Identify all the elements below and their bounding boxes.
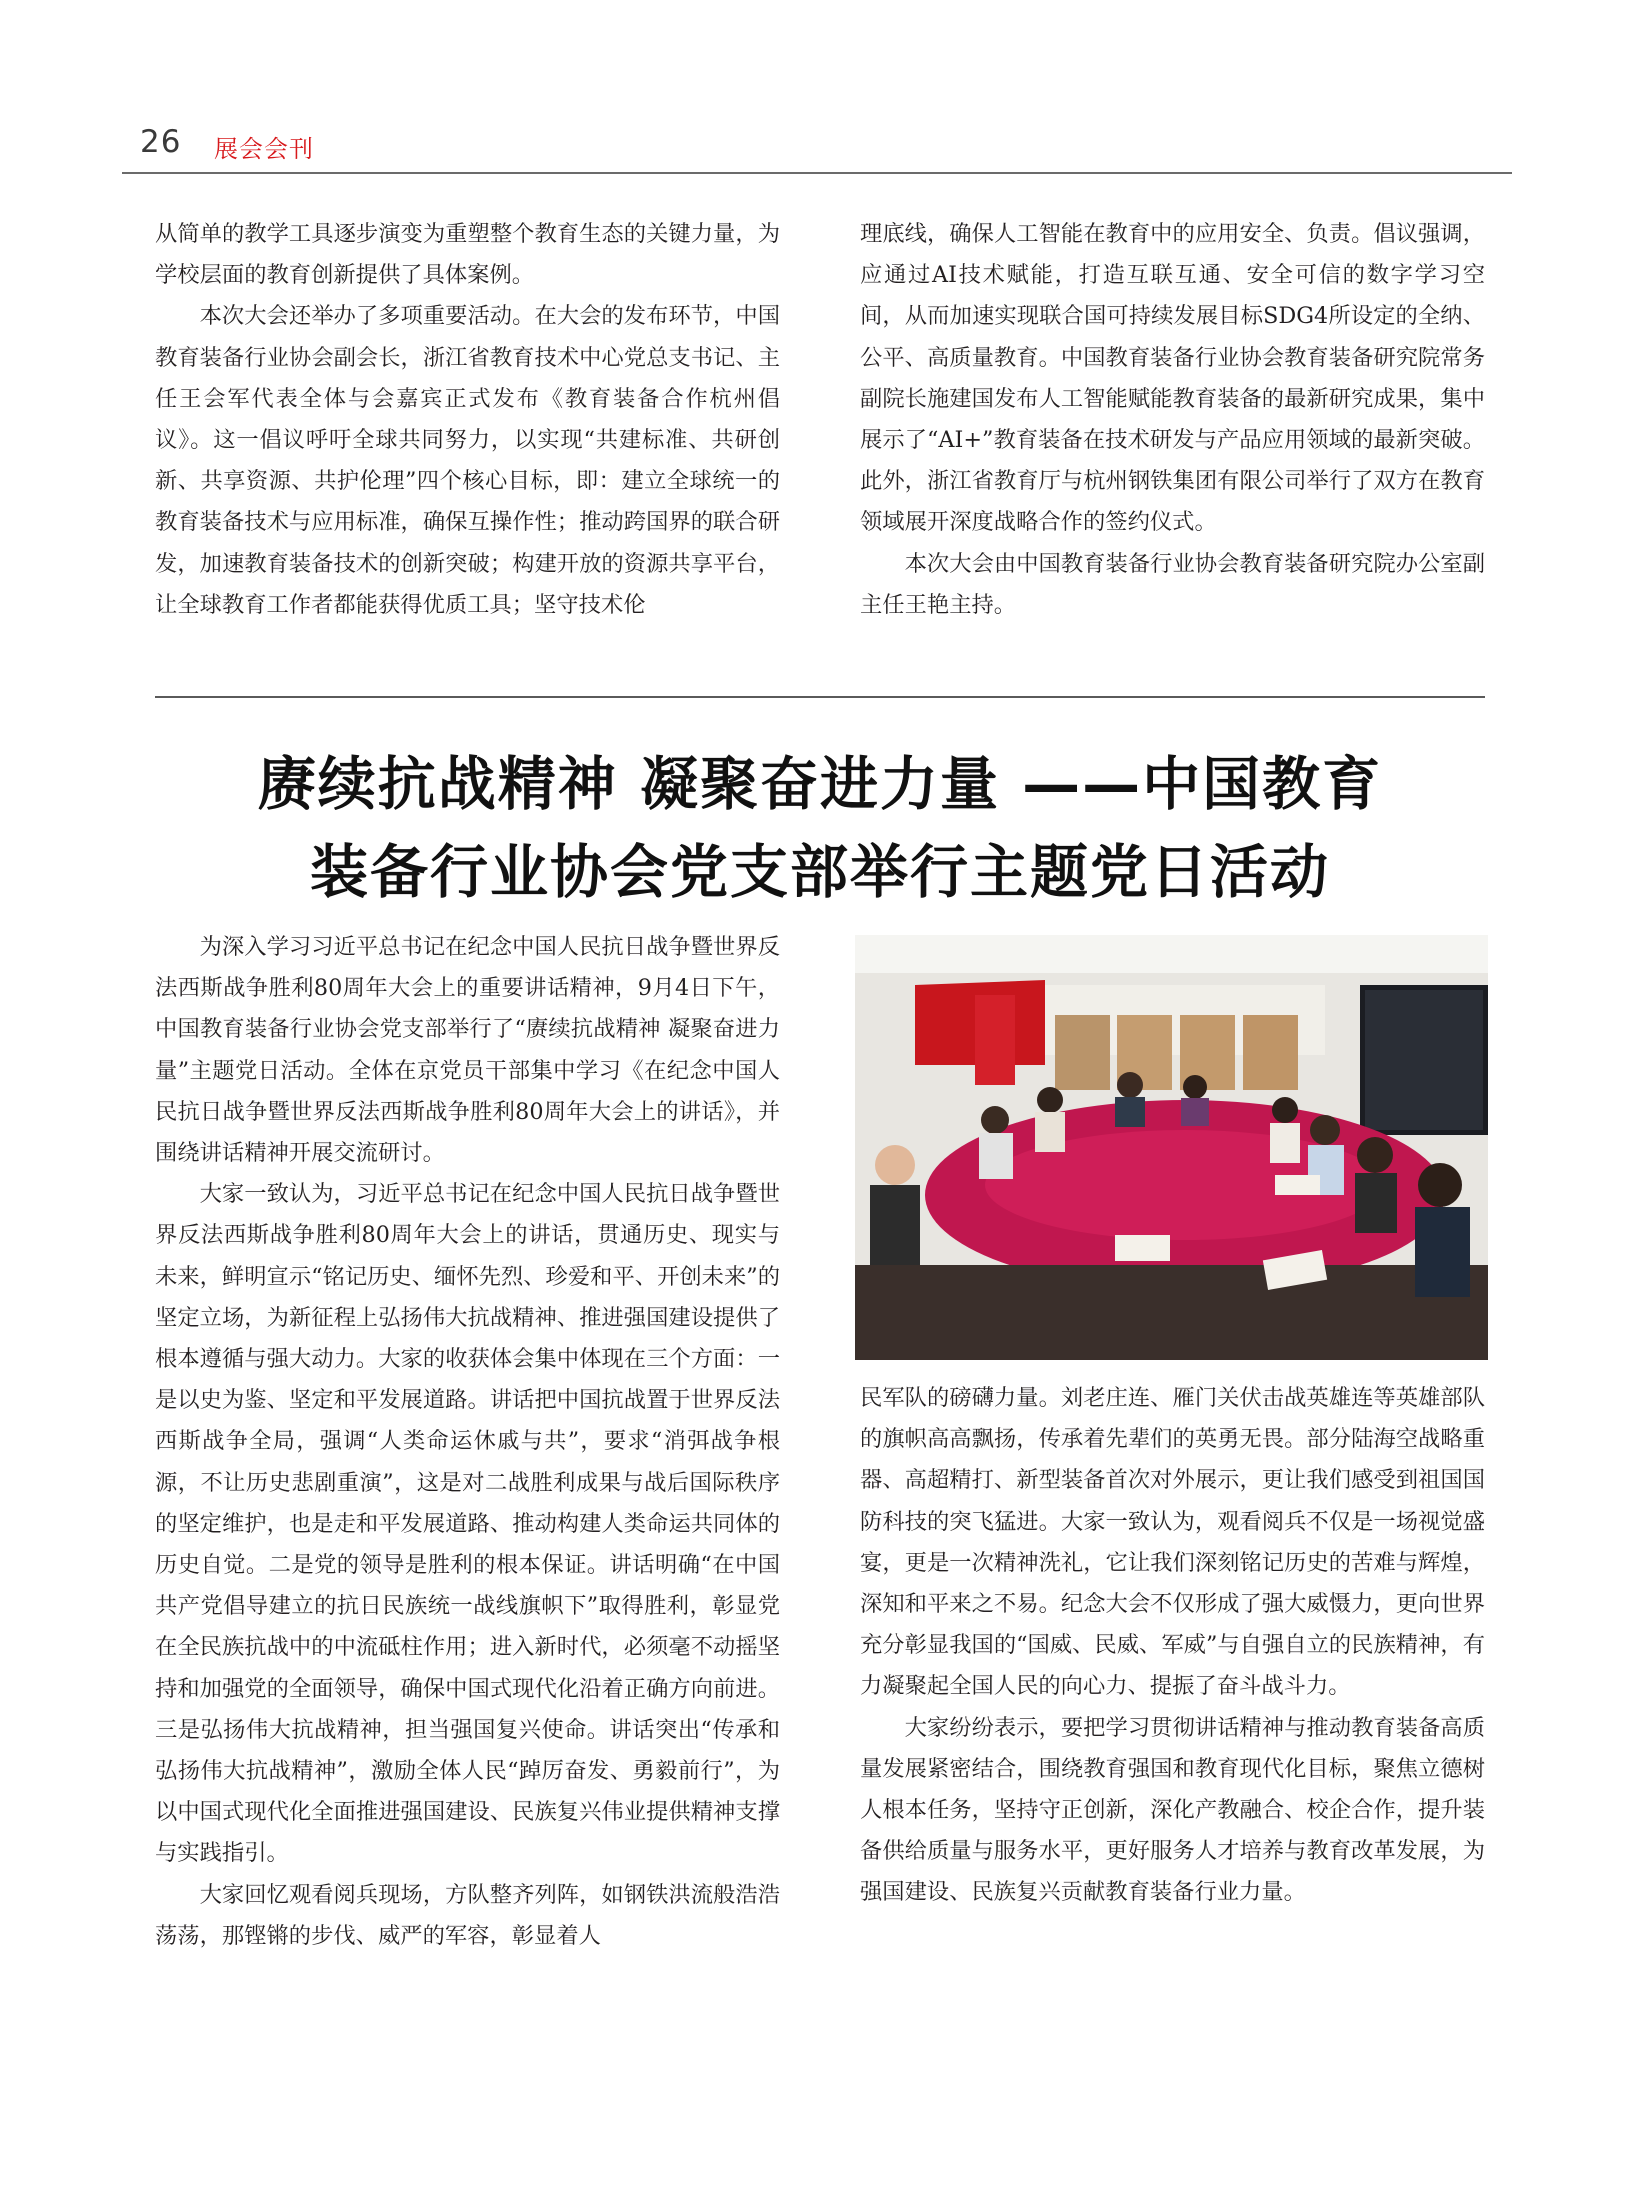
top-right-column: [860, 214, 1485, 626]
paragraph: 本次大会由中国教育装备行业协会教育装备研究院办公室副主任王艳主持。: [860, 550, 1485, 618]
paragraph: 理底线，确保人工智能在教育中的应用安全、负责。倡议强调，应通过AI技术赋能，打造互联互通、安全可信的数字学习空间，从而加速实现联合国可持续发展目标SDG4所设定的全纳、公平、高质量教育。中国教育装备行业协会教育装备研究院常务副院长施建国发布人工智能赋能教育装备的最新研究成果，集中展示了“AI+”教育装备在技术研发与产品应用领域的最新突破。此外，浙江省教育厅与杭州钢铁集团有限公司举行了双方在教育领域展开深度战略合作的签约仪式。: [860, 221, 1485, 536]
meeting-photo: [855, 935, 1488, 1360]
section-title: 展会会刊: [214, 135, 314, 163]
article-divider: [155, 696, 1485, 698]
paragraph: 本次大会还举办了多项重要活动。在大会的发布环节，中国教育装备行业协会副会长，浙江省教育技术中心党总支书记、主任王会军代表全体与会嘉宾正式发布《教育装备合作杭州倡议》。这一倡议呼吁全球共同努力，以实现“共建标准、共研创新、共享资源、共护伦理”四个核心目标，即：建立全球统一的教育装备技术与应用标准，确保互操作性；推动跨国界的联合研发，加速教育装备技术的创新突破；构建开放的资源共享平台，让全球教育工作者都能获得优质工具；坚守技术伦: [155, 303, 780, 618]
article-title: [150, 740, 1490, 916]
paragraph: 从简单的教学工具逐步演变为重塑整个教育生态的关键力量，为学校层面的教育创新提供了具体案例。: [155, 221, 780, 289]
header-divider: [122, 172, 1512, 174]
meeting-photo-illustration: [855, 935, 1488, 1360]
top-left-column: [155, 214, 780, 626]
page-number: 26: [140, 124, 182, 160]
paragraph: 民军队的磅礴力量。刘老庄连、雁门关伏击战英雄连等英雄部队的旗帜高高飘扬，传承着先辈们的英勇无畏。部分陆海空战略重器、高超精打、新型装备首次对外展示，更让我们感受到祖国国防科技的突飞猛进。大家一致认为，观看阅兵不仅是一场视觉盛宴，更是一次精神洗礼，它让我们深刻铭记历史的苦难与辉煌，深知和平来之不易。纪念大会不仅形成了强大威慑力，更向世界充分彰显我国的“国威、民威、军威”与自强自立的民族精神，有力凝聚起全国人民的向心力、提振了奋斗战斗力。: [860, 1385, 1485, 1700]
bottom-right-column: [860, 1378, 1485, 1914]
page-header: [122, 118, 1512, 174]
paragraph: 为深入学习习近平总书记在纪念中国人民抗日战争暨世界反法西斯战争胜利80周年大会上的重要讲话精神，9月4日下午，中国教育装备行业协会党支部举行了“赓续抗战精神 凝聚奋进力量”主题党日活动。全体在京党员干部集中学习《在纪念中国人民抗日战争暨世界反法西斯战争胜利80周年大会上的讲话》，并围绕讲话精神开展交流研讨。: [155, 934, 780, 1167]
paragraph: 大家回忆观看阅兵现场，方队整齐列阵，如钢铁洪流般浩浩荡荡，那铿锵的步伐、威严的军容，彰显着人: [155, 1881, 780, 1949]
article-title-line-2: 装备行业协会党支部举行主题党日活动: [309, 838, 1330, 906]
bottom-left-column: [155, 927, 780, 1957]
paragraph: 大家一致认为，习近平总书记在纪念中国人民抗日战争暨世界反法西斯战争胜利80周年大会上的讲话，贯通历史、现实与未来，鲜明宣示“铭记历史、缅怀先烈、珍爱和平、开创未来”的坚定立场，为新征程上弘扬伟大抗战精神、推进强国建设提供了根本遵循与强大动力。大家的收获体会集中体现在三个方面：一是以史为鉴、坚定和平发展道路。讲话把中国抗战置于世界反法西斯战争全局，强调“人类命运休戚与共”，要求“消弭战争根源，不让历史悲剧重演”，这是对二战胜利成果与战后国际秩序的坚定维护，也是走和平发展道路、推动构建人类命运共同体的历史自觉。二是党的领导是胜利的根本保证。讲话明确“在中国共产党倡导建立的抗日民族统一战线旗帜下”取得胜利，彰显党在全民族抗战中的中流砥柱作用；进入新时代，必须毫不动摇坚持和加强党的全面领导，确保中国式现代化沿着正确方向前进。三是弘扬伟大抗战精神，担当强国复兴使命。讲话突出“传承和弘扬伟大抗战精神”，激励全体人民“踔厉奋发、勇毅前行”，为以中国式现代化全面推进强国建设、民族复兴伟业提供精神支撑与实践指引。: [155, 1181, 780, 1867]
paragraph: 大家纷纷表示，要把学习贯彻讲话精神与推动教育装备高质量发展紧密结合，围绕教育强国和教育现代化目标，聚焦立德树人根本任务，坚持守正创新，深化产教融合、校企合作，提升装备供给质量与服务水平，更好服务人才培养与教育改革发展，为强国建设、民族复兴贡献教育装备行业力量。: [860, 1714, 1485, 1906]
article-title-line-1: 赓续抗战精神 凝聚奋进力量 ——中国教育: [257, 750, 1383, 818]
